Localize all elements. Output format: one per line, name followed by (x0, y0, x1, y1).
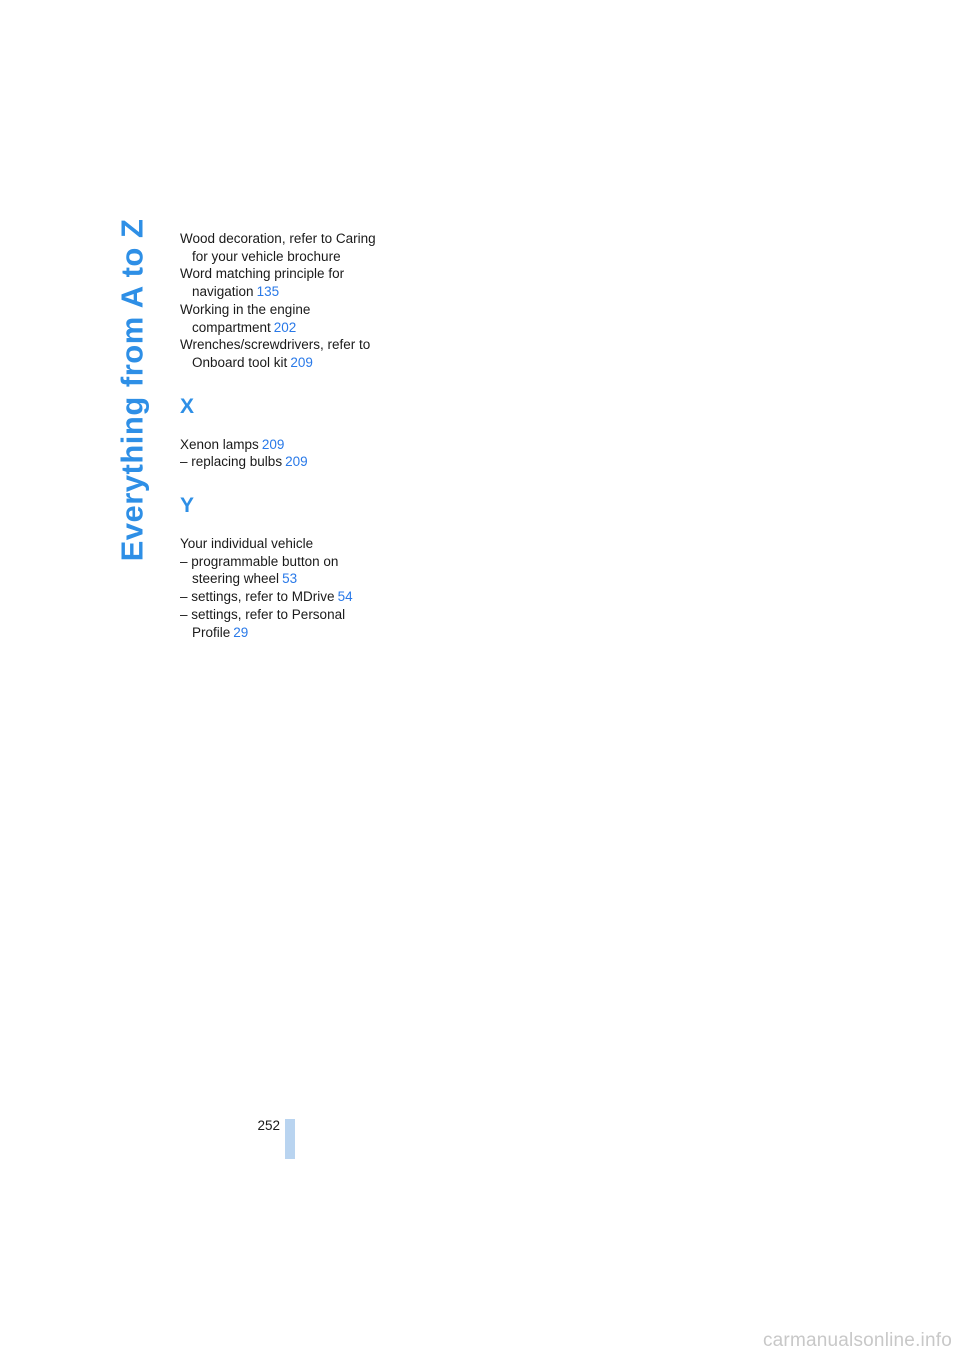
page-reference-link[interactable]: 202 (273, 319, 297, 335)
index-subentry (180, 553, 380, 588)
page-reference-link[interactable]: 209 (285, 454, 308, 470)
page-reference-link[interactable]: 54 (337, 589, 353, 605)
page-reference-link[interactable]: 53 (282, 571, 298, 587)
index-subentry (180, 588, 380, 606)
index-entry-text: – replacing bulbs (180, 454, 283, 470)
index-column (180, 230, 380, 641)
index-entry (180, 436, 380, 454)
index-entry-text: Working in the engine compartment (180, 301, 311, 335)
index-entry-text: – settings, refer to Personal Profile (180, 606, 346, 640)
page-number: 252 (257, 1118, 280, 1133)
index-entry-text: – programmable button on steering wheel (180, 553, 339, 587)
index-subentry (180, 453, 380, 471)
side-section-title (112, 218, 152, 562)
page-reference-link[interactable]: 209 (290, 354, 313, 370)
index-entry (180, 265, 380, 300)
index-subentry (180, 606, 380, 641)
page-reference-link[interactable]: 209 (261, 436, 285, 452)
index-entry (180, 336, 380, 371)
index-entry-text: – settings, refer to MDrive (180, 589, 335, 605)
index-entry (180, 230, 380, 265)
index-entry-text: Your individual vehicle (180, 536, 314, 552)
page-reference-link[interactable]: 29 (233, 624, 249, 640)
index-entry (180, 301, 380, 336)
page-marker-bar (285, 1119, 295, 1159)
index-entry-text: Wood decoration, refer to Caring for your vehicle brochure (180, 231, 376, 264)
index-entry-text: Word matching principle for navigation (180, 266, 345, 300)
index-entry (180, 535, 380, 553)
watermark: carmanualsonline.info (762, 1330, 952, 1351)
index-entry-text: Wrenches/screwdrivers, refer to Onboard tool kit (180, 337, 371, 370)
section-letter-x: X (180, 394, 195, 418)
index-entry-text: Xenon lamps (180, 436, 259, 452)
section-letter-y: Y (180, 494, 195, 518)
side-section-title-text: Everything from A to Z (114, 218, 150, 562)
page-reference-link[interactable]: 135 (256, 284, 280, 300)
